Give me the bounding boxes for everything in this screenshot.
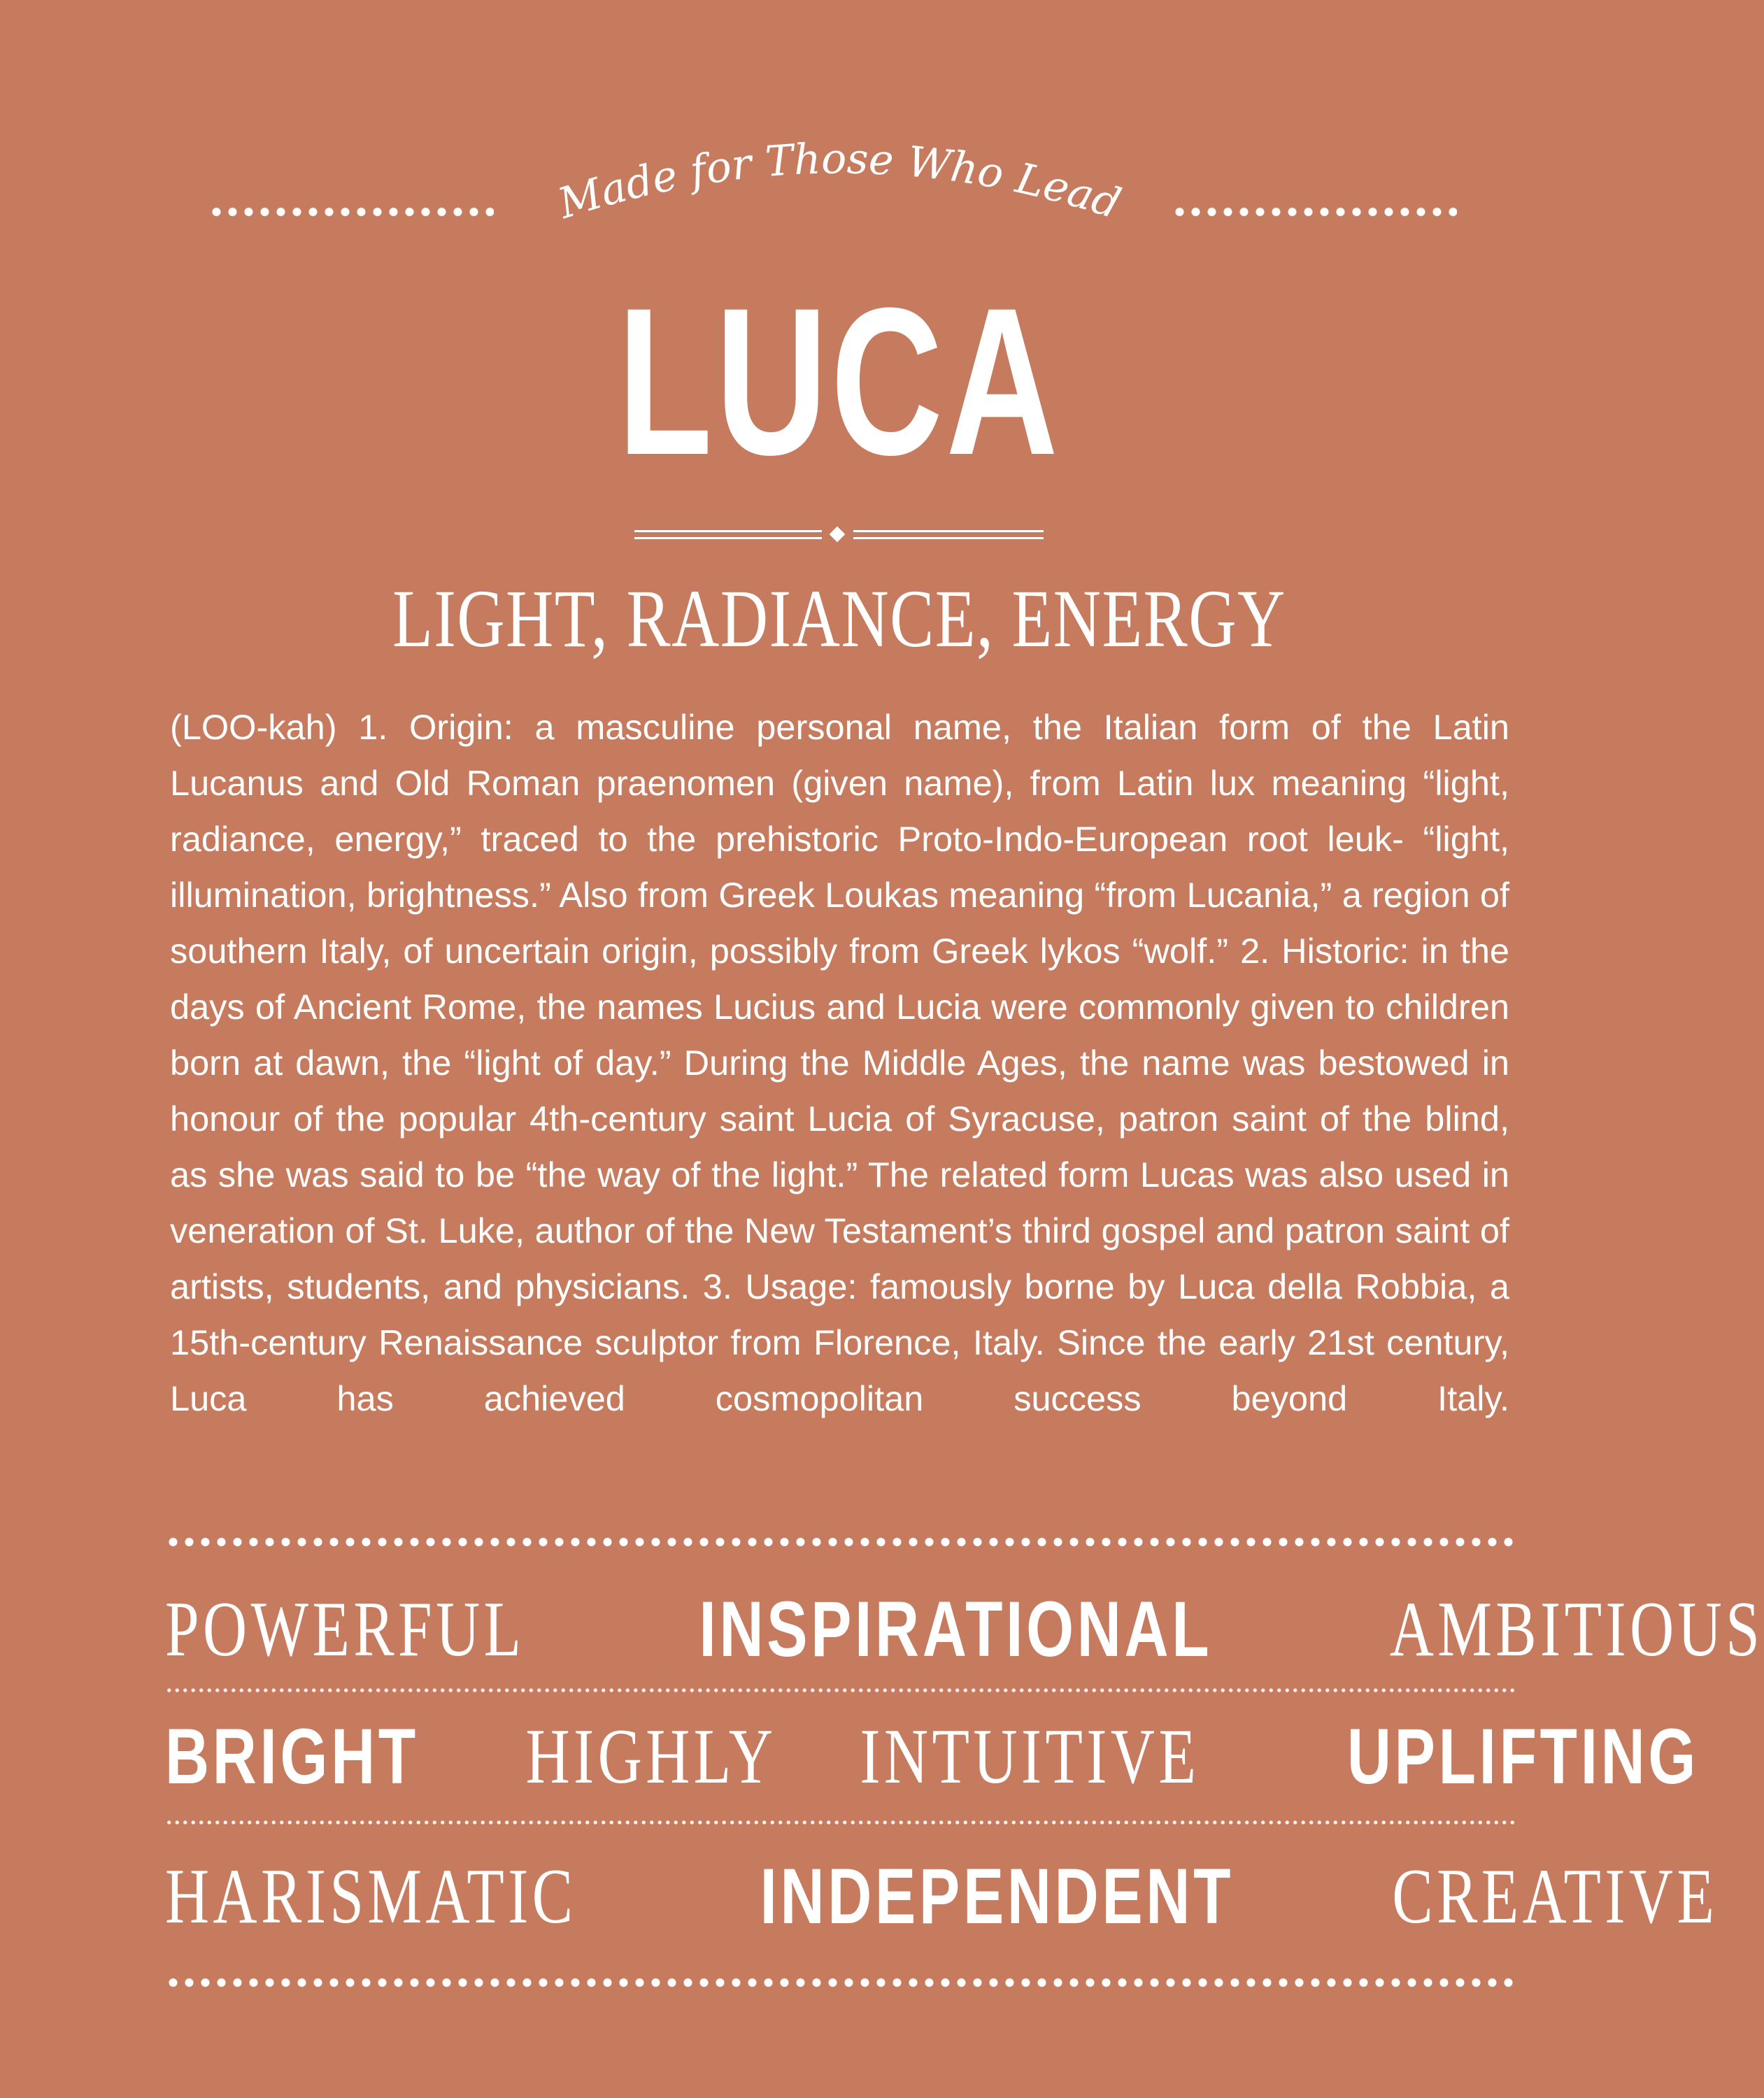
traits-row-3 (165, 1851, 1719, 1942)
divider-diamond (830, 527, 846, 543)
trait-word: INDEPENDENT (760, 1853, 1234, 1940)
divider-line-left-bottom (634, 537, 822, 539)
trait-word: POWERFUL (165, 1586, 525, 1673)
trait-word: HIGHLY (525, 1713, 777, 1800)
traits-row-1 (165, 1584, 1764, 1675)
trait-word: UPLIFTING (1347, 1713, 1700, 1800)
description-paragraph: (LOO-kah) 1. Origin: a masculine personal name, the Italian form of the Latin Lucanus and Old Roman praenomen (given name), from Latin lux meaning “light, radiance, energy,” traced to the prehistoric Proto-Indo-European root leuk- “light, illumination, brightness.” Also from Greek Loukas meaning “from Lucania,” a region of southern Italy, of uncertain origin, possibly from Greek lykos “wolf.” 2. Historic: in the days of Ancient Rome, the names Lucius and Lucia were commonly given to children born at dawn, the “light of day.” During the Middle Ages, the name was bestowed in honour of the popular 4th-century saint Lucia of Syracuse, patron saint of the blind, as she was said to be “the way of the light.” The related form Lucas was also used in veneration of St. Luke, author of the New Testament’s third gospel and patron saint of artists, students, and physicians. 3. Usage: famously borne by Luca della Robbia, a 15th-century Renaissance sculptor from Florence, Italy. Since the early 21st century, Luca has achieved cosmopolitan success beyond Italy. (170, 707, 1509, 1418)
divider-line-left-top (634, 530, 822, 532)
trait-word: BRIGHT (165, 1713, 419, 1800)
traits-top-dots (165, 1537, 1519, 1547)
traits-bottom-dots (165, 1978, 1515, 1988)
trait-word: HARISMATIC (165, 1853, 577, 1940)
tagline-text: Made for Those Who Lead (553, 134, 1127, 229)
trait-word: CREATIVE (1392, 1853, 1719, 1940)
name-title: LUCA (617, 264, 1062, 499)
divider-line-right-top (853, 530, 1044, 532)
traits-row-2 (165, 1711, 1700, 1802)
header-dots-right (1172, 207, 1457, 217)
meaning-heading: LIGHT, RADIANCE, ENERGY (392, 573, 1286, 664)
traits-divider-1 (165, 1688, 1515, 1692)
tagline (532, 105, 1147, 245)
trait-word: INTUITIVE (860, 1713, 1200, 1800)
trait-word: AMBITIOUS (1390, 1586, 1764, 1673)
header-dots-left (208, 207, 494, 217)
traits-divider-2 (165, 1820, 1515, 1825)
divider-line-right-bottom (853, 537, 1044, 539)
trait-word: INSPIRATIONAL (699, 1585, 1212, 1673)
